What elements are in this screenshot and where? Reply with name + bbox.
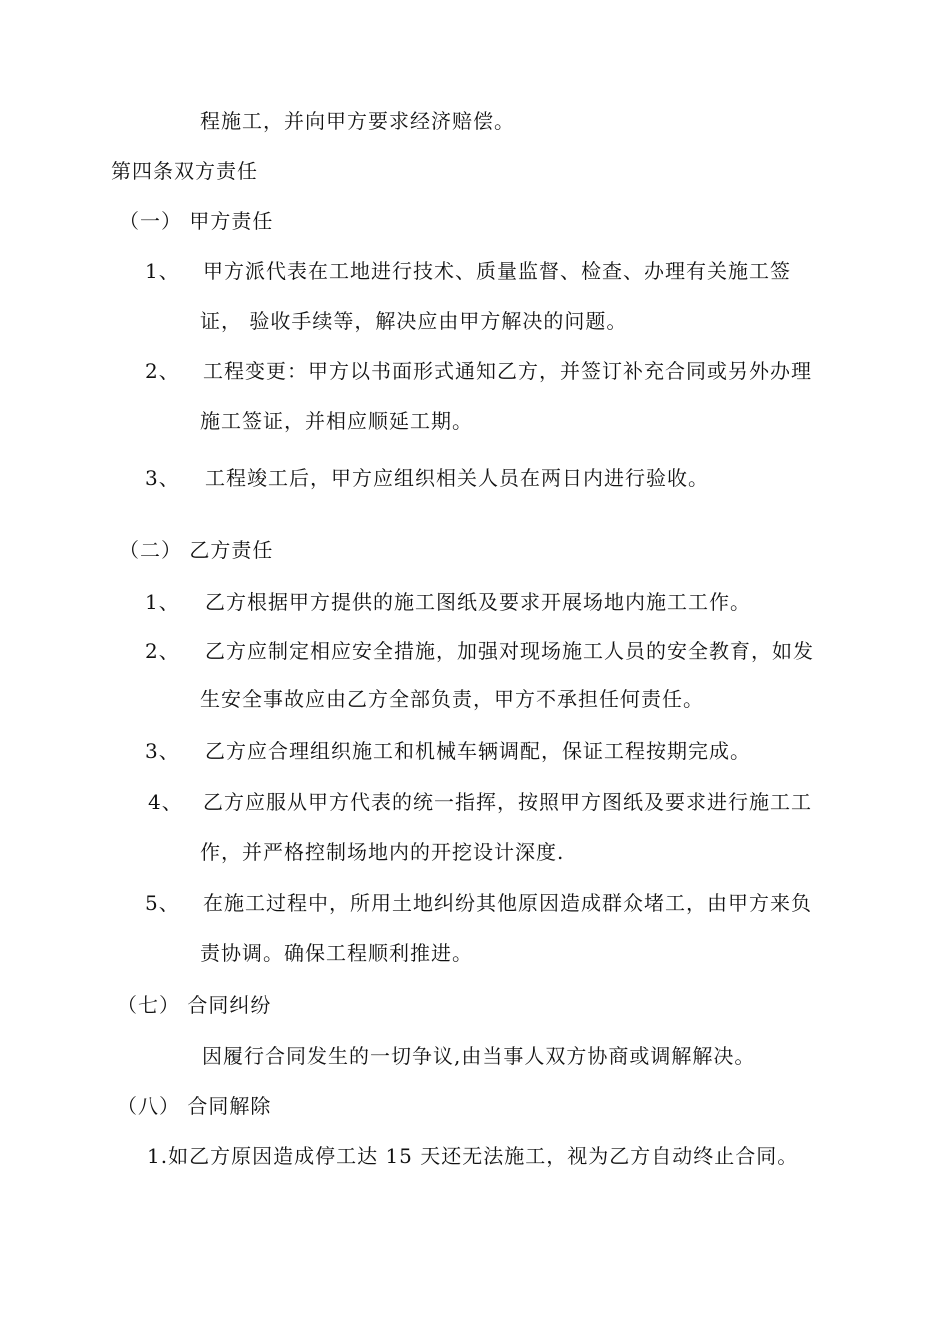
section-heading-party-b: （二） 乙方责任 [119, 538, 274, 562]
list-number: 1、 [145, 590, 180, 614]
section-heading-party-a: （一） 甲方责任 [119, 209, 274, 233]
list-item-text: 施工签证，并相应顺延工期。 [200, 409, 473, 433]
dispute-clause-text: 因履行合同发生的一切争议,由当事人双方协商或调解解决。 [202, 1044, 756, 1068]
list-number: 2、 [145, 639, 180, 663]
list-item-text: 工程变更：甲方以书面形式通知乙方，并签订补充合同或另外办理 [203, 359, 812, 383]
list-number: 5、 [145, 891, 180, 915]
termination-clause-text: 1.如乙方原因造成停工达 15 天还无法施工，视为乙方自动终止合同。 [147, 1144, 799, 1168]
previous-clause-continuation: 程施工，并向甲方要求经济赔偿。 [200, 109, 515, 133]
list-item-text: 甲方派代表在工地进行技术、质量监督、检查、办理有关施工签 [203, 259, 791, 283]
list-number: 3、 [145, 739, 180, 763]
list-item-text: 生安全事故应由乙方全部负责，甲方不承担任何责任。 [200, 687, 704, 711]
list-item-text: 工程竣工后，甲方应组织相关人员在两日内进行验收。 [205, 466, 709, 490]
list-item-text: 乙方应服从甲方代表的统一指挥，按照甲方图纸及要求进行施工工 [203, 790, 812, 814]
list-item-text: 责协调。确保工程顺利推进。 [200, 941, 473, 965]
list-item-text: 在施工过程中，所用土地纠纷其他原因造成群众堵工，由甲方来负 [203, 891, 812, 915]
section-heading-termination: （八） 合同解除 [117, 1094, 272, 1118]
list-item-text: 证， 验收手续等，解决应由甲方解决的问题。 [200, 309, 628, 333]
list-number: 2、 [145, 359, 180, 383]
list-item-text: 乙方根据甲方提供的施工图纸及要求开展场地内施工工作。 [205, 590, 751, 614]
article-title: 第四条双方责任 [111, 159, 258, 183]
list-item-text: 乙方应合理组织施工和机械车辆调配，保证工程按期完成。 [205, 739, 751, 763]
list-number: 3、 [145, 466, 180, 490]
list-number: 4、 [148, 790, 183, 814]
list-item-text: 乙方应制定相应安全措施，加强对现场施工人员的安全教育，如发 [205, 639, 814, 663]
list-item-text: 作，并严格控制场地内的开挖设计深度. [200, 840, 565, 864]
list-number: 1、 [145, 259, 180, 283]
section-heading-dispute: （七） 合同纠纷 [117, 993, 272, 1017]
